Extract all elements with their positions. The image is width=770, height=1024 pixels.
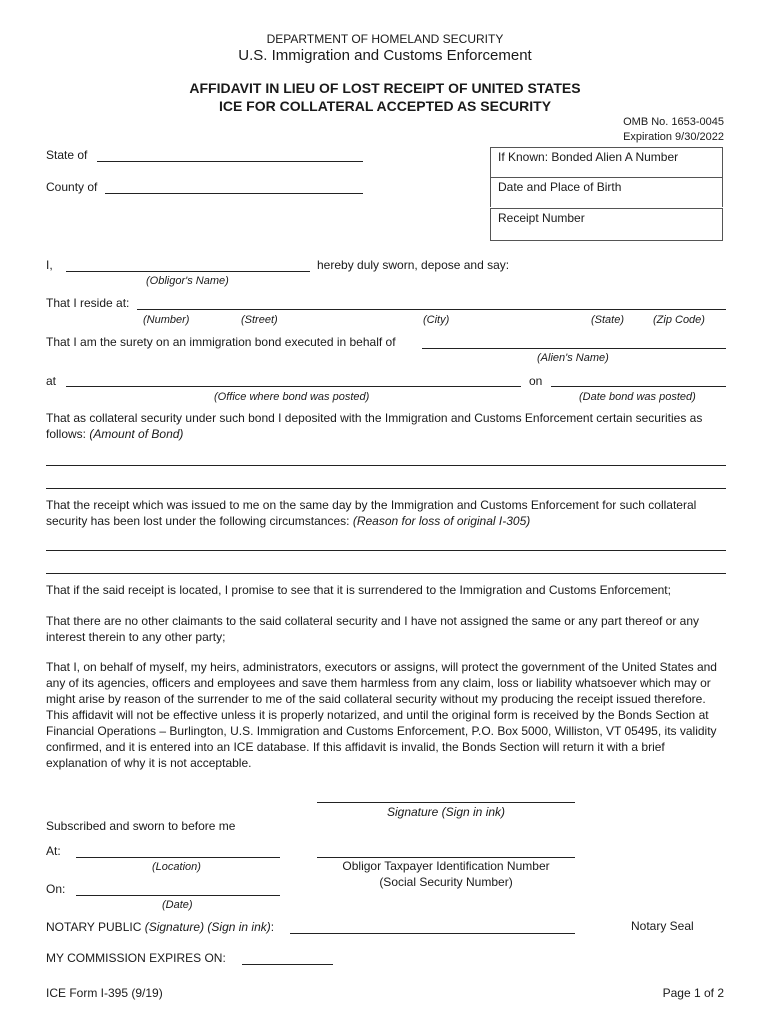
- receipt-lost-text: That the receipt which was issued to me on the same day by the Immigration and Customs Enforcement for such collateral security has been lost under the following circumstances:: [46, 498, 697, 528]
- tin-caption-line1: Obligor Taxpayer Identification Number: [342, 859, 550, 873]
- state-of-field[interactable]: [97, 161, 363, 162]
- on-label: on: [529, 374, 543, 388]
- receipt-number-box[interactable]: [490, 208, 723, 241]
- form-id: ICE Form I-395 (9/19): [46, 986, 163, 1000]
- number-caption: (Number): [143, 314, 190, 326]
- form-title-line1: AFFIDAVIT IN LIEU OF LOST RECEIPT OF UNITED STATES: [189, 80, 581, 96]
- surrender-paragraph: That if the said receipt is located, I promise to see that it is surrendered to the Immigration and Customs Enforcement;: [46, 583, 671, 597]
- receipt-lost-paragraph: [46, 497, 726, 529]
- page-number: Page 1 of 2: [662, 986, 724, 1000]
- reason-line-2[interactable]: [46, 573, 726, 574]
- tin-field[interactable]: [317, 857, 575, 858]
- alien-name-field[interactable]: [422, 348, 726, 349]
- notary-at-label: At:: [46, 844, 61, 858]
- county-of-label: County of: [46, 180, 98, 194]
- state-of-label: State of: [46, 148, 88, 162]
- amount-of-bond-caption: (Amount of Bond): [89, 427, 184, 441]
- notary-on-label: On:: [46, 882, 66, 896]
- location-caption: (Location): [152, 861, 201, 873]
- form-title-line2: ICE FOR COLLATERAL ACCEPTED AS SECURITY: [218, 98, 552, 114]
- collateral-text: That as collateral security under such bond I deposited with the Immigration and Customs Enforcement certain securities as follows:: [46, 411, 703, 441]
- notary-public-prefix: NOTARY PUBLIC: [46, 920, 145, 934]
- bonded-alien-box[interactable]: [490, 147, 723, 177]
- signature-caption: Signature (Sign in ink): [386, 805, 506, 819]
- tin-caption-line2: (Social Security Number): [379, 875, 513, 889]
- department-name: DEPARTMENT OF HOMELAND SECURITY: [266, 32, 504, 46]
- notary-date-field[interactable]: [76, 895, 280, 896]
- notary-sign-caption: (Signature) (Sign in ink): [144, 920, 271, 934]
- alien-name-caption: (Alien's Name): [537, 352, 609, 364]
- claimants-paragraph: That there are no other claimants to the said collateral security and I have not assigned the same or any part thereof or any interest therein to any other party;: [46, 614, 700, 644]
- commission-label: MY COMMISSION EXPIRES ON:: [46, 951, 226, 965]
- agency-name: U.S. Immigration and Customs Enforcement: [238, 47, 532, 64]
- notary-colon: :: [270, 920, 275, 934]
- obligor-name-field[interactable]: [66, 271, 310, 272]
- at-label: at: [46, 374, 57, 388]
- dob-place-box[interactable]: [490, 177, 723, 207]
- office-caption: (Office where bond was posted): [214, 391, 370, 403]
- protect-paragraph: That I, on behalf of myself, my heirs, administrators, executors or assigns, will protect the government of the United States and any of its agencies, officers and employees and save them harmless from any claim, loss or liability whatsoever which may or might arise by reason of the surrender to me of the said collateral security without my producing the receipt issued therefore. This affidavit will not be effective unless it is properly notarized, and until the original form is received by the Bonds Section at Financial Operations – Burlington, U.S. Immigration and Customs Enforcement, P.O. Box 5000, Williston, VT 05495, its validity confirmed, and it is entered into an ICE database. If this affidavit is invalid, the Bonds Section will return it with a brief explanation of why it is not acceptable.: [46, 660, 717, 770]
- location-field[interactable]: [76, 857, 280, 858]
- collateral-paragraph: [46, 410, 726, 442]
- surety-label: That I am the surety on an immigration bond executed in behalf of: [46, 335, 396, 349]
- residence-field[interactable]: [137, 309, 726, 310]
- obligor-name-caption: (Obligor's Name): [146, 275, 229, 287]
- dob-place-label: Date and Place of Birth: [498, 180, 622, 194]
- bonded-alien-label: If Known: Bonded Alien A Number: [498, 150, 679, 164]
- notary-seal-label: Notary Seal: [631, 919, 694, 933]
- city-caption: (City): [423, 314, 450, 326]
- commission-field[interactable]: [242, 964, 333, 965]
- i-label: I,: [46, 258, 53, 272]
- street-caption: (Street): [241, 314, 278, 326]
- reside-label: That I reside at:: [46, 296, 130, 310]
- amount-line-2[interactable]: [46, 488, 726, 489]
- office-field[interactable]: [66, 386, 521, 387]
- subscribed-text: Subscribed and sworn to before me: [46, 819, 236, 833]
- date-caption: (Date): [162, 899, 193, 911]
- notary-signature-field[interactable]: [290, 933, 575, 934]
- notary-public-label: [46, 920, 274, 934]
- reason-line-1[interactable]: [46, 550, 726, 551]
- sworn-text: hereby duly sworn, depose and say:: [317, 258, 510, 272]
- reason-caption: (Reason for loss of original I-305): [352, 514, 531, 528]
- county-of-field[interactable]: [105, 193, 363, 194]
- date-posted-caption: (Date bond was posted): [579, 391, 696, 403]
- zip-caption: (Zip Code): [653, 314, 705, 326]
- date-posted-field[interactable]: [551, 386, 726, 387]
- receipt-number-label: Receipt Number: [498, 211, 585, 225]
- signature-field[interactable]: [317, 802, 575, 803]
- state-caption: (State): [591, 314, 625, 326]
- expiration-date: Expiration 9/30/2022: [623, 131, 724, 143]
- amount-line-1[interactable]: [46, 465, 726, 466]
- omb-number: OMB No. 1653-0045: [623, 116, 724, 128]
